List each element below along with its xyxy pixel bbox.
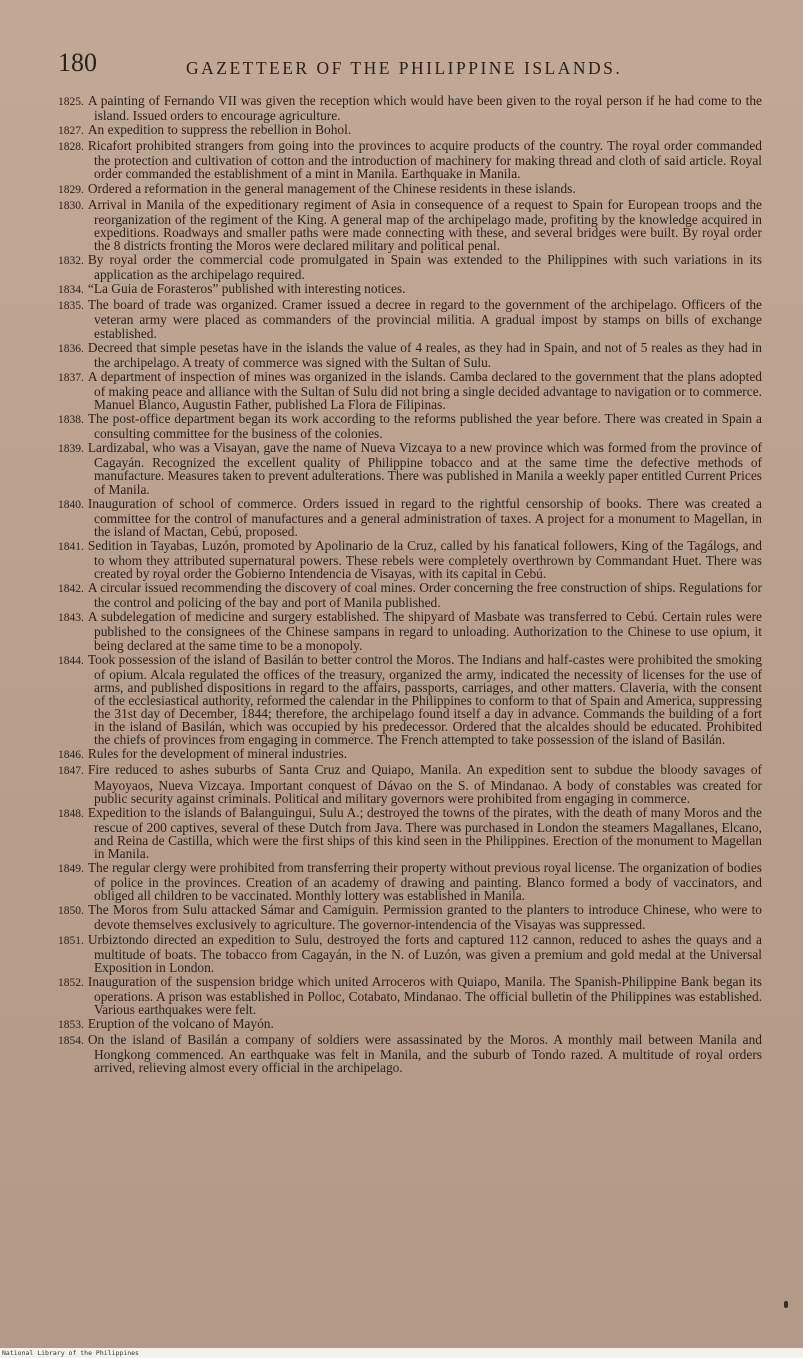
entry-year: 1829. xyxy=(58,183,84,196)
entry-year: 1851. xyxy=(58,934,84,947)
entry-text: Arrival in Manila of the expeditionary regiment of Asia in consequence of a request to Spain for European troops and the reorganization of the regiment of the King. A general map of the archipelago made, profiting by the knowledge acquired in expeditions. Roadways and smaller paths were made connecting with these, and several bridges were built. By royal order the 8 districts fronting the Moros were declared military and political penal. xyxy=(87,196,762,253)
entry-text: On the island of Basilán a company of soldiers were assassinated by the Moros. A monthly mail between Manila and Hongkong commenced. An earthquake was felt in Manila, and the suburb of Tondo razed. A multitude of royal orders arrived, relieving almost every official in the archipelago. xyxy=(87,1032,762,1076)
entry-year: 1844. xyxy=(58,654,84,667)
chronology-entry xyxy=(58,581,762,609)
chronology-entry xyxy=(58,441,762,495)
entry-year: 1835. xyxy=(58,300,84,313)
entry-year: 1839. xyxy=(58,443,84,456)
chronology-entry xyxy=(58,497,762,538)
chronology-entry xyxy=(58,282,762,297)
entry-year: 1854. xyxy=(58,1035,84,1048)
page-number: 180 xyxy=(58,48,97,77)
chronology-entry xyxy=(58,1017,762,1032)
chronology-entry xyxy=(58,412,762,440)
chronology-entry xyxy=(58,94,762,122)
entry-text: By royal order the commercial code promulgated in Spain was extended to the Philippines with such variations in its application as the archipelago required. xyxy=(87,252,762,283)
chronology-entry xyxy=(58,539,762,580)
entry-text: Ordered a reformation in the general management of the Chinese residents in these islands. xyxy=(87,180,576,196)
entry-text: A painting of Fernando VII was given the reception which would have been given to the royal person if he had come to the island. Issued orders to encourage agriculture. xyxy=(87,93,762,124)
chronology-entry xyxy=(58,298,762,339)
entry-text: Sedition in Tayabas, Luzón, promoted by Apolinario de la Cruz, called by his fanatical followers, King of the Tagálogs, and to whom they attributed supernatural powers. These rebels were completely overthrown by Commandant Huet. There was created by royal order the Gobierno Intendencia de Visayas, with its capital in Cebú. xyxy=(87,537,762,582)
entry-year: 1852. xyxy=(58,976,84,989)
chronology-entry xyxy=(58,610,762,651)
entry-text: Inauguration of school of commerce. Orders issued in regard to the rightful censorship of books. There was created a committee for the control of manufactures and a general administration of taxes. A project for a monument to Magellan, in the island of Mactan, Cebú, proposed. xyxy=(87,495,762,539)
entry-year: 1846. xyxy=(58,749,84,762)
entry-text: A circular issued recommending the discovery of coal mines. Order concerning the free construction of ships. Regulations for the control and policing of the bay and port of Manila published. xyxy=(87,580,762,611)
chronology-entry xyxy=(58,123,762,138)
entry-text: A department of inspection of mines was organized in the islands. Camba declared to the government that the plans adopted of making peace and alliance with the Sultan of Sulu did not bring a single decided advantage to navigation or to commerce. Manuel Blanco, Augustin Father, published La Flora de Filipinas. xyxy=(87,368,762,412)
entry-text: Inauguration of the suspension bridge which united Arroceros with Quiapo, Manila. The Spanish-Philippine Bank began its operations. A prison was established in Polloc, Cotabato, Mindanao. The official bulletin of the Philippines was established. Various earthquakes were felt. xyxy=(87,973,762,1017)
entry-year: 1832. xyxy=(58,255,84,268)
library-credit: National Library of the Philippines xyxy=(0,1348,803,1358)
entry-year: 1843. xyxy=(58,612,84,625)
chronology-entry xyxy=(58,975,762,1016)
entry-year: 1827. xyxy=(58,125,84,138)
entry-text: An expedition to suppress the rebellion in Bohol. xyxy=(87,122,352,138)
entry-text: The post-office department began its work according to the reforms published the year before. There was created in Spain a consulting committee for the business of the colonies. xyxy=(87,411,762,442)
chronology-entry xyxy=(58,747,762,762)
entry-text: Ricafort prohibited strangers from going into the provinces to acquire products of the country. The royal order commanded the protection and cultivation of cotton and the introduction of machinery for making thread and cloth of said article. Royal order commanded the establishment of a mint in Manila. Earthquake in Manila. xyxy=(87,138,762,182)
entry-text: “La Guia de Forasteros” published with interesting notices. xyxy=(87,281,406,297)
entry-text: Lardizabal, who was a Visayan, gave the name of Nueva Vizcaya to a new province which was formed from the province of Cagayán. Recognized the excellent quality of Philippine tobacco and at the same time the defective methods of manufacture. Measures taken to prevent adulterations. There was published in Manila a weekly paper entitled Current Prices of Manila. xyxy=(87,440,762,497)
entry-year: 1853. xyxy=(58,1019,84,1032)
entry-text: A subdelegation of medicine and surgery established. The shipyard of Masbate was transferred to Cebú. Certain rules were published to the consignees of the Chinese sampans in regard to unloading. Authorization to the Chinese to use opium, it being declared at the same time to be a monopoly. xyxy=(87,609,762,653)
entry-year: 1847. xyxy=(58,765,84,778)
chronology-entry xyxy=(58,341,762,369)
entry-text: Fire reduced to ashes suburbs of Santa Cruz and Quiapo, Manila. An expedition sent to subdue the bloody savages of Mayoyaos, Nueva Vizcaya. Important conquest of Dávao on the S. of Mindanao. A body of constables was created for public security against criminals. Political and military governors were prohibited from engaging in commerce. xyxy=(87,762,762,806)
chronology-entry xyxy=(58,198,762,252)
entry-year: 1828. xyxy=(58,141,84,154)
chronology-entry xyxy=(58,806,762,860)
entry-year: 1830. xyxy=(58,199,84,212)
entry-year: 1848. xyxy=(58,807,84,820)
entry-year: 1834. xyxy=(58,284,84,297)
chronology-entry xyxy=(58,370,762,411)
entry-year: 1841. xyxy=(58,540,84,553)
entry-year: 1836. xyxy=(58,342,84,355)
entry-text: Took possession of the island of Basilán to better control the Moros. The Indians and half-castes were prohibited the smoking of opium. Alcala regulated the offices of the treasury, organized the army, indicated the necessity of licenses for the use of arms, and published dispositions in regard to the affairs, passports, carriages, and other matters. Claveria, with the consent of the ecclesiastical authority, reformed the calendar in the Philippines to conform to that of Spain and America, suppressing the 31st day of December, 1844; therefore, the archipelago found itself a day in advance. Commands the building of a fort in the island of Basilán, which was occupied by his predecessor. Ordered that the alcaldes should be educated. Prohibited the chiefs of provinces from engaging in commerce. The French attempted to take possession of the island of Basilán. xyxy=(87,651,762,748)
entry-text: Rules for the development of mineral industries. xyxy=(87,746,348,762)
ink-mark xyxy=(784,1301,788,1308)
chronology-entry xyxy=(58,763,762,804)
chronology-entry xyxy=(58,139,762,180)
chronology-entry xyxy=(58,653,762,747)
chronology-entry xyxy=(58,933,762,974)
chronology-entries xyxy=(58,94,762,1075)
entry-year: 1849. xyxy=(58,863,84,876)
entry-year: 1850. xyxy=(58,905,84,918)
chronology-entry xyxy=(58,253,762,281)
running-title: GAZETTEER OF THE PHILIPPINE ISLANDS. xyxy=(186,58,623,78)
entry-year: 1842. xyxy=(58,583,84,596)
chronology-entry xyxy=(58,861,762,902)
entry-text: The board of trade was organized. Cramer issued a decree in regard to the government of the archipelago. Officers of the veteran army were placed as commanders of the provincial militia. A gradual impost by stamps on bills of exchange established. xyxy=(87,297,762,341)
entry-year: 1837. xyxy=(58,371,84,384)
chronology-entry xyxy=(58,182,762,197)
page-header xyxy=(58,48,758,82)
entry-year: 1825. xyxy=(58,96,84,108)
entry-text: Expedition to the islands of Balanguingui, Sulu A.; destroyed the towns of the pirates, with the death of many Moros and the rescue of 200 captives, several of these Dutch from Java. There was purchased in London the steamers Magallanes, Elcano, and Reina de Castilla, which were the first ships of this kind seen in the Philippines. Erection of the monument to Magellan in Manila. xyxy=(87,804,762,861)
chronology-entry xyxy=(58,1033,762,1074)
chronology-entry xyxy=(58,903,762,931)
entry-text: The regular clergy were prohibited from transferring their property without previous royal license. The organization of bodies of police in the provinces. Creation of an academy of drawing and painting. Blanco formed a body of vaccinators, and obliged all children to be vaccinated. Monthly lottery was established in Manila. xyxy=(87,860,762,904)
entry-text: The Moros from Sulu attacked Sámar and Camiguin. Permission granted to the planters to introduce Chinese, who were to devote themselves exclusively to agriculture. The governor-intendencia of the Visayas was suppressed. xyxy=(87,902,762,933)
entry-year: 1838. xyxy=(58,414,84,427)
entry-year: 1840. xyxy=(58,498,84,511)
entry-text: Urbiztondo directed an expedition to Sulu, destroyed the forts and captured 112 cannon, reduced to ashes the quays and a multitude of boats. The tobacco from Cagayán, in the N. of Luzón, was given a premium and gold medal at the Universal Exposition in London. xyxy=(87,931,762,975)
entry-text: Eruption of the volcano of Mayón. xyxy=(87,1016,274,1032)
entry-text: Decreed that simple pesetas have in the islands the value of 4 reales, as they had in Spain, and not of 5 reales as they had in the archipelago. A treaty of commerce was signed with the Sultan of Sulu. xyxy=(87,339,762,370)
